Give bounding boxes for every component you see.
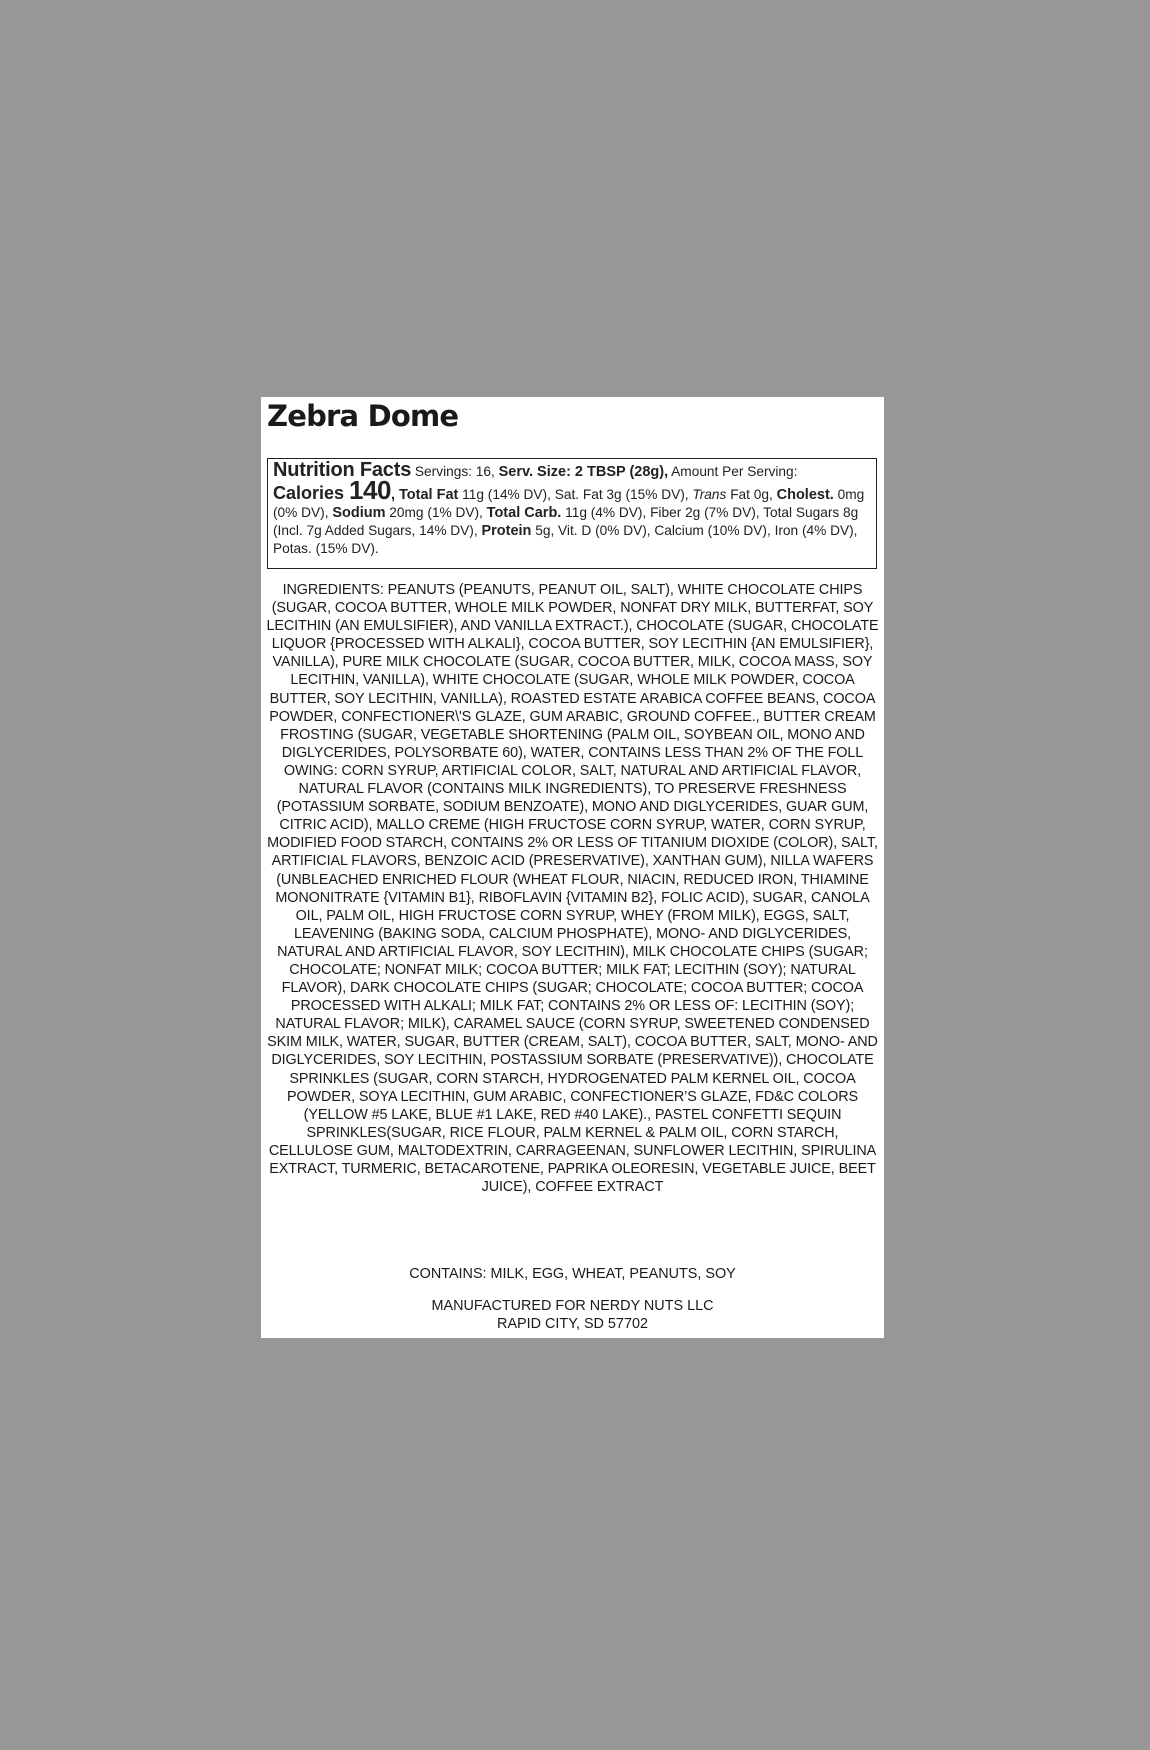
calories-comma: , <box>390 487 399 503</box>
manufacturer-address: RAPID CITY, SD 57702 <box>497 1316 648 1332</box>
protein-label: Protein <box>481 523 532 539</box>
serving-size-text: Serv. Size: 2 TBSP (28g), <box>498 464 669 480</box>
cholesterol-value: 0mg (0% DV), <box>273 487 865 520</box>
nutrition-facts-panel <box>267 458 877 569</box>
product-title: Zebra Dome <box>267 399 459 433</box>
total-fat-label: Total Fat <box>399 487 459 503</box>
sodium-label: Sodium <box>332 505 386 521</box>
manufacturer-info <box>265 1297 880 1333</box>
product-label <box>261 397 884 1338</box>
sodium-value: 20mg (1% DV), <box>385 505 487 520</box>
protein-value: 5g, Vit. D (0% DV), Calcium (10% DV), Iron (4% DV), Potas. (15% DV). <box>273 523 858 556</box>
manufacturer-name: MANUFACTURED FOR NERDY NUTS LLC <box>431 1298 714 1314</box>
total-carb-label: Total Carb. <box>486 505 562 521</box>
trans-fat-value: Fat 0g, <box>726 487 777 502</box>
calories-value: 140 <box>349 475 391 505</box>
nutrition-facts-heading: Nutrition Facts <box>273 459 412 481</box>
total-fat-value: 11g (14% DV), Sat. Fat 3g (15% DV), <box>458 487 693 502</box>
total-carb-value: 11g (4% DV), Fiber 2g (7% DV), Total Sugars 8g (Incl. 7g Added Sugars, 14% DV), <box>273 505 859 538</box>
cholesterol-label: Cholest. <box>776 487 834 503</box>
ingredients-text: INGREDIENTS: PEANUTS (PEANUTS, PEANUT OIL, SALT), WHITE CHOCOLATE CHIPS (SUGAR, COCOA BUTTER, WHOLE MILK POWDER, NONFAT DRY MILK, BUTTERFAT, SOY LECITHIN (AN EMULSIFIER), AND VANILLA EXTRACT.), CHOCOLATE (SUGAR, CHOCOLATE LIQUOR {PROCESSED WITH ALKALI}, COCOA BUTTER, SOY LECITHIN {AN EMULSIFIER}, VANILLA), PURE MILK CHOCOLATE (SUGAR, COCOA BUTTER, MILK, COCOA MASS, SOY LECITHIN, VANILLA), WHITE CHOCOLATE (SUGAR, WHOLE MILK POWDER, COCOA BUTTER, SOY LECITHIN, VANILLA), ROASTED ESTATE ARABICA COFFEE BEANS, COCOA POWDER, CONFECTIONER\'S GLAZE, GUM ARABIC, GROUND COFFEE., BUTTER CREAM FROSTING (SUGAR, VEGETABLE SHORTENING (PALM OIL, SOYBEAN OIL, MONO AND DIGLYCERIDES, POLYSORBATE 60), WATER, CONTAINS LESS THAN 2% OF THE FOLL OWING: CORN SYRUP, ARTIFICIAL COLOR, SALT, NATURAL AND ARTIFICIAL FLAVOR, NATURAL FLAVOR (CONTAINS MILK INGREDIENTS), TO PRESERVE FRESHNESS (POTASSIUM SORBATE, SODIUM BENZOATE), MONO AND DIGLYCERIDES, GUAR GUM, CITRIC ACID), MALLO CREME (HIGH FRUCTOSE CORN SYRUP, WATER, CORN SYRUP, MODIFIED FOOD STARCH, CONTAINS 2% OR LESS OF TITANIUM DIOXIDE (COLOR), SALT, ARTIFICIAL FLAVORS, BENZOIC ACID (PRESERVATIVE), XANTHAN GUM), NILLA WAFERS (UNBLEACHED ENRICHED FLOUR (WHEAT FLOUR, NIACIN, REDUCED IRON, THIAMINE MONONITRATE {VITAMIN B1}, RIBOFLAVIN {VITAMIN B2}, FOLIC ACID), SUGAR, CANOLA OIL, PALM OIL, HIGH FRUCTOSE CORN SYRUP, WHEY (FROM MILK), EGGS, SALT, LEAVENING (BAKING SODA, CALCIUM PHOSPHATE), MONO- AND DIGLYCERIDES, NATURAL AND ARTIFICIAL FLAVOR, SOY LECITHIN), MILK CHOCOLATE CHIPS (SUGAR; CHOCOLATE; NONFAT MILK; COCOA BUTTER; MILK FAT; LECITHIN (SOY); NATURAL FLAVOR), DARK CHOCOLATE CHIPS (SUGAR; CHOCOLATE; COCOA BUTTER; COCOA PROCESSED WITH ALKALI; MILK FAT; CONTAINS 2% OR LESS OF: LECITHIN (SOY); NATURAL FLAVOR; MILK), CARAMEL SAUCE (CORN SYRUP, SWEETENED CONDENSED SKIM MILK, WATER, SUGAR, BUTTER (CREAM, SALT), COCOA BUTTER, SALT, MONO- AND DIGLYCERIDES, SOY LECITHIN, POSTASSIUM SORBATE (PRESERVATIVE)), CHOCOLATE SPRINKLES (SUGAR, CORN STARCH, HYDROGENATED PALM KERNEL OIL, COCOA POWDER, SOYA LECITHIN, GUM ARABIC, CONFECTIONER’S GLAZE, FD&C COLORS (YELLOW #5 LAKE, BLUE #1 LAKE, RED #40 LAKE)., PASTEL CONFETTI SEQUIN SPRINKLES(SUGAR, RICE FLOUR, PALM KERNEL & PALM OIL, CORN STARCH, CELLULOSE GUM, MALTODEXTRIN, CARRAGEENAN, SUNFLOWER LECITHIN, SPIRULINA EXTRACT, TURMERIC, BETACAROTENE, PAPRIKA OLEORESIN, VEGETABLE JUICE, BEET JUICE), COFFEE EXTRACT <box>266 582 879 1196</box>
allergen-statement: CONTAINS: MILK, EGG, WHEAT, PEANUTS, SOY <box>409 1266 736 1282</box>
calories-label: Calories <box>273 483 350 503</box>
amount-per-serving-text: Amount Per Serving: <box>668 464 798 479</box>
servings-text: Servings: 16, <box>411 464 499 479</box>
trans-fat-label: Trans <box>692 487 727 502</box>
